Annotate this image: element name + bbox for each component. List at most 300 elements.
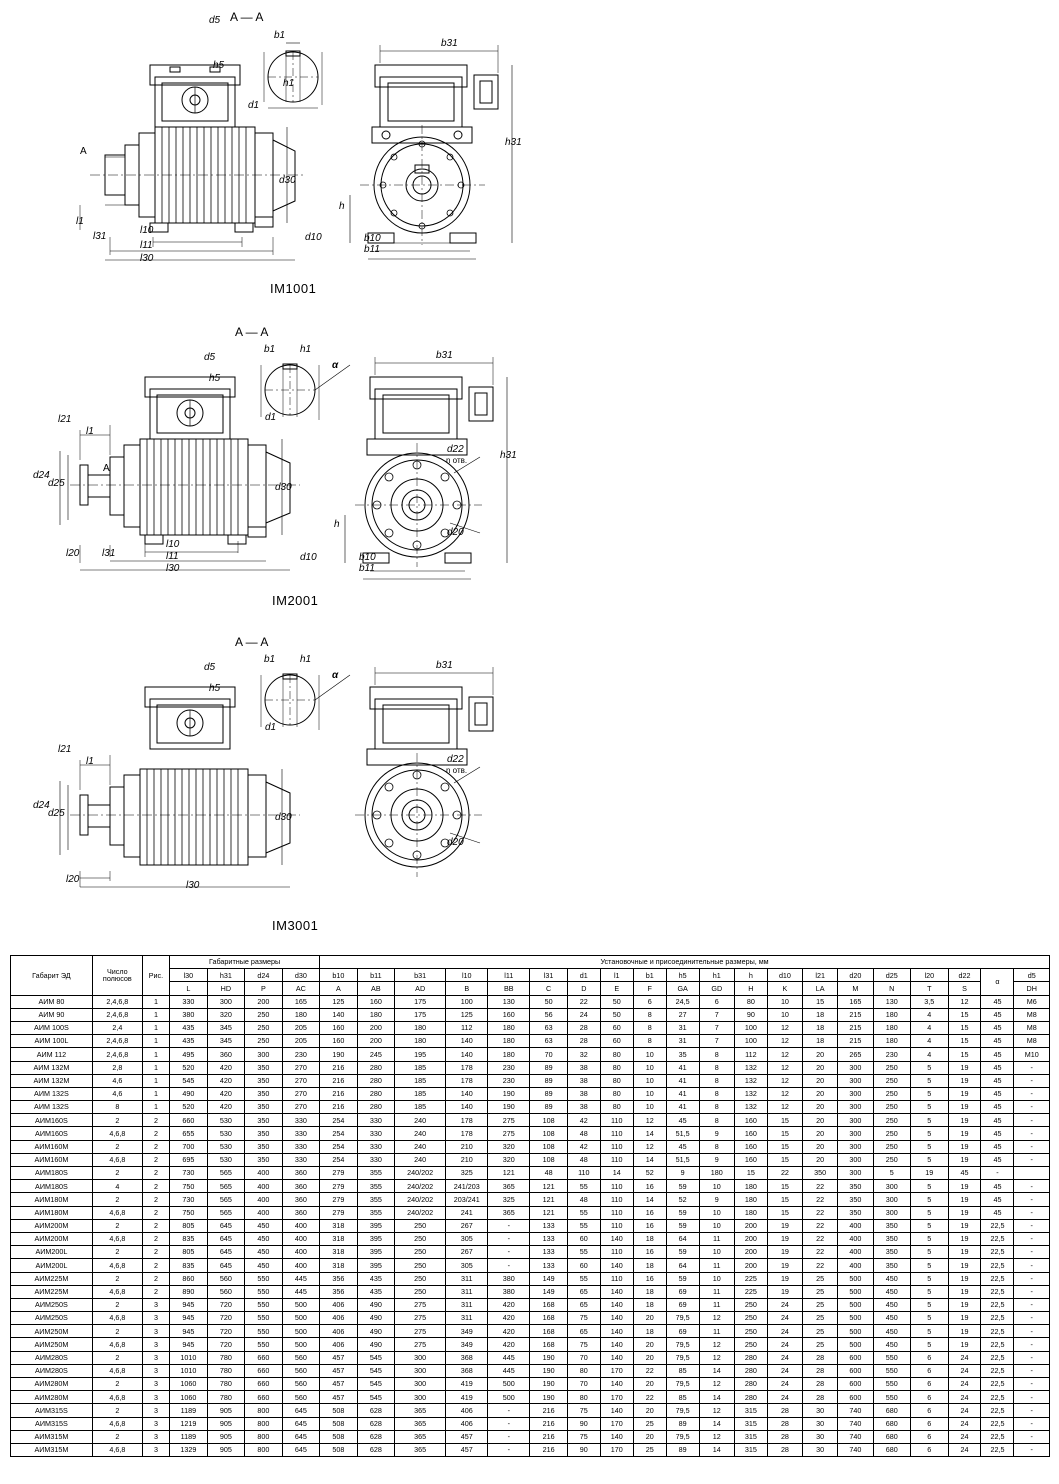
cell-fig: 3 bbox=[142, 1417, 169, 1430]
cell-gabarit: АИМ250M bbox=[11, 1325, 93, 1338]
cell-value-5: 628 bbox=[357, 1404, 395, 1417]
cell-value-23: - bbox=[1014, 1430, 1050, 1443]
cell-value-3: 230 bbox=[282, 1048, 320, 1061]
cell-poles: 2 bbox=[92, 1430, 142, 1443]
cell-value-4: 356 bbox=[320, 1272, 358, 1285]
cell-value-21: 12 bbox=[948, 995, 981, 1008]
cell-value-13: 41 bbox=[666, 1061, 699, 1074]
cell-value-6: 185 bbox=[395, 1101, 446, 1114]
cell-value-2: 350 bbox=[245, 1101, 283, 1114]
cell-value-20: 5 bbox=[911, 1298, 949, 1311]
cell-value-22: 22,5 bbox=[981, 1351, 1014, 1364]
cell-value-13: 59 bbox=[666, 1219, 699, 1232]
cell-value-10: 55 bbox=[567, 1180, 600, 1193]
cell-value-12: 18 bbox=[633, 1285, 666, 1298]
cell-value-5: 355 bbox=[357, 1180, 395, 1193]
cell-value-12: 10 bbox=[633, 1074, 666, 1087]
label-h5: h5 bbox=[209, 373, 221, 384]
cell-value-18: 300 bbox=[838, 1127, 873, 1140]
cell-value-5: 330 bbox=[357, 1153, 395, 1166]
cell-value-16: 22 bbox=[767, 1167, 802, 1180]
cell-value-8: 420 bbox=[488, 1325, 530, 1338]
label-d5: d5 bbox=[209, 15, 221, 26]
cell-fig: 2 bbox=[142, 1127, 169, 1140]
cell-value-17: 25 bbox=[803, 1285, 838, 1298]
cell-value-17: 28 bbox=[803, 1391, 838, 1404]
cell-value-22: 45 bbox=[981, 1101, 1014, 1114]
col-l30: l30 bbox=[170, 969, 208, 982]
table-row bbox=[11, 1404, 1050, 1417]
cell-value-1: 560 bbox=[207, 1272, 245, 1285]
label-l1: l1 bbox=[76, 216, 84, 227]
cell-value-1: 345 bbox=[207, 1021, 245, 1034]
cell-value-15: 280 bbox=[734, 1351, 767, 1364]
cell-value-14: 12 bbox=[699, 1351, 734, 1364]
cell-value-10: 55 bbox=[567, 1272, 600, 1285]
cell-value-15: 112 bbox=[734, 1048, 767, 1061]
cell-value-0: 945 bbox=[170, 1312, 208, 1325]
cell-value-2: 660 bbox=[245, 1351, 283, 1364]
cell-value-17: 25 bbox=[803, 1298, 838, 1311]
cell-value-8: 325 bbox=[488, 1193, 530, 1206]
cell-value-4: 508 bbox=[320, 1430, 358, 1443]
cell-value-8: 380 bbox=[488, 1285, 530, 1298]
cell-value-11: 110 bbox=[600, 1206, 633, 1219]
table-row bbox=[11, 1035, 1050, 1048]
cell-value-15: 200 bbox=[734, 1259, 767, 1272]
cell-value-23: - bbox=[1014, 1101, 1050, 1114]
label-b31: b31 bbox=[436, 660, 453, 671]
cell-value-4: 406 bbox=[320, 1338, 358, 1351]
table-row bbox=[11, 1127, 1050, 1140]
cell-value-12: 22 bbox=[633, 1391, 666, 1404]
cell-gabarit: АИМ225M bbox=[11, 1272, 93, 1285]
cell-value-2: 660 bbox=[245, 1378, 283, 1391]
cell-value-13: 27 bbox=[666, 1008, 699, 1021]
cell-value-1: 720 bbox=[207, 1312, 245, 1325]
col-P: P bbox=[245, 982, 283, 995]
cell-value-9: 108 bbox=[530, 1127, 568, 1140]
cell-value-22: 45 bbox=[981, 1048, 1014, 1061]
cell-value-12: 8 bbox=[633, 1035, 666, 1048]
cell-value-14: 6 bbox=[699, 995, 734, 1008]
cell-value-17: 20 bbox=[803, 1153, 838, 1166]
cell-value-17: 22 bbox=[803, 1193, 838, 1206]
cell-value-22: 22,5 bbox=[981, 1219, 1014, 1232]
cell-value-2: 350 bbox=[245, 1061, 283, 1074]
cell-value-4: 457 bbox=[320, 1378, 358, 1391]
cell-value-17: 20 bbox=[803, 1048, 838, 1061]
cell-value-6: 365 bbox=[395, 1404, 446, 1417]
table-row bbox=[11, 1338, 1050, 1351]
cell-value-21: 19 bbox=[948, 1338, 981, 1351]
cell-poles: 2,8 bbox=[92, 1061, 142, 1074]
cell-value-8: - bbox=[488, 1443, 530, 1456]
cell-value-7: 140 bbox=[446, 1048, 488, 1061]
col-N: N bbox=[873, 982, 911, 995]
cell-value-15: 180 bbox=[734, 1180, 767, 1193]
cell-value-8: 180 bbox=[488, 1048, 530, 1061]
cell-value-10: 70 bbox=[567, 1351, 600, 1364]
cell-value-15: 132 bbox=[734, 1101, 767, 1114]
cell-value-14: 10 bbox=[699, 1180, 734, 1193]
cell-value-1: 360 bbox=[207, 1048, 245, 1061]
cell-fig: 3 bbox=[142, 1312, 169, 1325]
label-d20: d20 bbox=[447, 527, 464, 538]
cell-value-17: 20 bbox=[803, 1074, 838, 1087]
col-d10: d10 bbox=[767, 969, 802, 982]
cell-value-13: 69 bbox=[666, 1285, 699, 1298]
cell-value-20: 5 bbox=[911, 1101, 949, 1114]
cell-poles: 2 bbox=[92, 1219, 142, 1232]
col-h: h bbox=[734, 969, 767, 982]
cell-value-17: 20 bbox=[803, 1140, 838, 1153]
cell-value-3: 270 bbox=[282, 1074, 320, 1087]
cell-value-7: 178 bbox=[446, 1074, 488, 1087]
cell-value-1: 780 bbox=[207, 1391, 245, 1404]
section-label-aa-2: A — A bbox=[235, 325, 269, 339]
cell-value-6: 250 bbox=[395, 1232, 446, 1245]
cell-value-19: 250 bbox=[873, 1114, 911, 1127]
cell-value-19: 250 bbox=[873, 1140, 911, 1153]
cell-value-1: 345 bbox=[207, 1035, 245, 1048]
cell-value-23: - bbox=[1014, 1378, 1050, 1391]
cell-value-5: 545 bbox=[357, 1351, 395, 1364]
cell-value-18: 300 bbox=[838, 1153, 873, 1166]
cell-value-7: 368 bbox=[446, 1351, 488, 1364]
cell-value-23: - bbox=[1014, 1417, 1050, 1430]
cell-fig: 3 bbox=[142, 1298, 169, 1311]
cell-value-12: 10 bbox=[633, 1087, 666, 1100]
cell-value-18: 300 bbox=[838, 1167, 873, 1180]
cell-value-9: 70 bbox=[530, 1048, 568, 1061]
cell-value-10: 65 bbox=[567, 1325, 600, 1338]
cell-value-2: 350 bbox=[245, 1074, 283, 1087]
cell-value-12: 52 bbox=[633, 1167, 666, 1180]
drawing-title-im1001: IM1001 bbox=[270, 281, 317, 296]
cell-value-18: 740 bbox=[838, 1404, 873, 1417]
col-b11: b11 bbox=[357, 969, 395, 982]
cell-value-11: 140 bbox=[600, 1430, 633, 1443]
cell-value-21: 15 bbox=[948, 1035, 981, 1048]
cell-value-12: 10 bbox=[633, 1101, 666, 1114]
cell-value-14: 14 bbox=[699, 1391, 734, 1404]
cell-value-8: - bbox=[488, 1259, 530, 1272]
cell-fig: 2 bbox=[142, 1285, 169, 1298]
label-alpha: α bbox=[332, 670, 339, 681]
cell-value-3: 330 bbox=[282, 1140, 320, 1153]
cell-value-2: 450 bbox=[245, 1219, 283, 1232]
cell-value-17: 30 bbox=[803, 1443, 838, 1456]
cell-value-17: 18 bbox=[803, 1008, 838, 1021]
cell-value-19: 450 bbox=[873, 1298, 911, 1311]
cell-value-3: 560 bbox=[282, 1351, 320, 1364]
cell-gabarit: АИМ200L bbox=[11, 1259, 93, 1272]
cell-value-6: 240 bbox=[395, 1127, 446, 1140]
cell-value-21: 19 bbox=[948, 1127, 981, 1140]
cell-value-22: 22,5 bbox=[981, 1430, 1014, 1443]
cell-value-6: 195 bbox=[395, 1048, 446, 1061]
cell-value-0: 490 bbox=[170, 1087, 208, 1100]
label-l21: l21 bbox=[58, 414, 72, 425]
cell-value-21: 24 bbox=[948, 1364, 981, 1377]
cell-value-13: 79,5 bbox=[666, 1430, 699, 1443]
cell-value-4: 190 bbox=[320, 1048, 358, 1061]
cell-value-13: 52 bbox=[666, 1193, 699, 1206]
cell-gabarit: АИМ 132S bbox=[11, 1101, 93, 1114]
col-d1: d1 bbox=[567, 969, 600, 982]
cell-value-3: 330 bbox=[282, 1153, 320, 1166]
cell-gabarit: АИМ180S bbox=[11, 1180, 93, 1193]
cell-fig: 1 bbox=[142, 1074, 169, 1087]
table-row bbox=[11, 1193, 1050, 1206]
cell-value-7: 178 bbox=[446, 1127, 488, 1140]
cell-value-11: 60 bbox=[600, 1021, 633, 1034]
cell-value-6: 300 bbox=[395, 1378, 446, 1391]
cell-value-9: 89 bbox=[530, 1087, 568, 1100]
cell-value-9: 56 bbox=[530, 1008, 568, 1021]
cell-value-3: 360 bbox=[282, 1193, 320, 1206]
cell-value-17: 25 bbox=[803, 1312, 838, 1325]
cell-value-22: 22,5 bbox=[981, 1364, 1014, 1377]
cell-value-20: 4 bbox=[911, 1021, 949, 1034]
cell-value-19: 180 bbox=[873, 1008, 911, 1021]
cell-value-4: 279 bbox=[320, 1206, 358, 1219]
cell-value-8: 420 bbox=[488, 1338, 530, 1351]
cell-value-16: 28 bbox=[767, 1417, 802, 1430]
cell-value-8: 365 bbox=[488, 1206, 530, 1219]
cell-value-17: 20 bbox=[803, 1114, 838, 1127]
cell-value-8: 420 bbox=[488, 1298, 530, 1311]
cell-gabarit: АИМ280M bbox=[11, 1378, 93, 1391]
cell-fig: 1 bbox=[142, 1087, 169, 1100]
cell-value-16: 15 bbox=[767, 1140, 802, 1153]
cell-value-17: 22 bbox=[803, 1219, 838, 1232]
cell-value-4: 508 bbox=[320, 1417, 358, 1430]
cell-value-9: 168 bbox=[530, 1312, 568, 1325]
label-l30: l30 bbox=[186, 880, 200, 891]
cell-value-5: 280 bbox=[357, 1074, 395, 1087]
cell-value-9: 63 bbox=[530, 1035, 568, 1048]
cell-value-4: 318 bbox=[320, 1232, 358, 1245]
cell-value-14: 8 bbox=[699, 1074, 734, 1087]
cell-value-9: 121 bbox=[530, 1206, 568, 1219]
cell-value-9: 89 bbox=[530, 1101, 568, 1114]
cell-value-19: 250 bbox=[873, 1101, 911, 1114]
cell-value-12: 16 bbox=[633, 1206, 666, 1219]
cell-value-14: 12 bbox=[699, 1404, 734, 1417]
cell-value-13: 89 bbox=[666, 1417, 699, 1430]
cell-value-11: 140 bbox=[600, 1378, 633, 1391]
table-row bbox=[11, 1219, 1050, 1232]
table-row bbox=[11, 1391, 1050, 1404]
col-d5: d5 bbox=[1014, 969, 1050, 982]
cell-value-1: 420 bbox=[207, 1087, 245, 1100]
cell-value-14: 14 bbox=[699, 1417, 734, 1430]
cell-value-0: 1060 bbox=[170, 1378, 208, 1391]
cell-value-5: 245 bbox=[357, 1048, 395, 1061]
cell-value-4: 216 bbox=[320, 1074, 358, 1087]
cell-value-4: 279 bbox=[320, 1180, 358, 1193]
cell-value-15: 160 bbox=[734, 1140, 767, 1153]
cell-value-20: 5 bbox=[911, 1285, 949, 1298]
cell-value-9: 50 bbox=[530, 995, 568, 1008]
cell-value-6: 365 bbox=[395, 1417, 446, 1430]
cell-value-15: 200 bbox=[734, 1246, 767, 1259]
cell-value-14: 12 bbox=[699, 1338, 734, 1351]
cell-value-6: 300 bbox=[395, 1364, 446, 1377]
cell-value-13: 64 bbox=[666, 1259, 699, 1272]
cell-value-20: 4 bbox=[911, 1048, 949, 1061]
cell-value-11: 110 bbox=[600, 1127, 633, 1140]
cell-value-12: 20 bbox=[633, 1404, 666, 1417]
cell-value-15: 315 bbox=[734, 1417, 767, 1430]
cell-value-23: - bbox=[1014, 1364, 1050, 1377]
cell-value-3: 500 bbox=[282, 1325, 320, 1338]
cell-value-22: 22,5 bbox=[981, 1259, 1014, 1272]
cell-value-10: 48 bbox=[567, 1193, 600, 1206]
cell-value-17: 22 bbox=[803, 1206, 838, 1219]
cell-value-16: 19 bbox=[767, 1219, 802, 1232]
cell-fig: 2 bbox=[142, 1259, 169, 1272]
cell-poles: 4 bbox=[92, 1180, 142, 1193]
cell-value-23: - bbox=[1014, 1443, 1050, 1456]
cell-value-7: 311 bbox=[446, 1272, 488, 1285]
cell-value-7: 210 bbox=[446, 1140, 488, 1153]
cell-poles: 2,4,6,8 bbox=[92, 1008, 142, 1021]
cell-value-9: 149 bbox=[530, 1272, 568, 1285]
cell-value-14: 7 bbox=[699, 1035, 734, 1048]
cell-value-15: 315 bbox=[734, 1443, 767, 1456]
col-l31: l31 bbox=[530, 969, 568, 982]
cell-value-1: 645 bbox=[207, 1246, 245, 1259]
drawing-im1001 bbox=[0, 0, 1059, 300]
cell-value-19: 680 bbox=[873, 1417, 911, 1430]
cell-value-2: 400 bbox=[245, 1180, 283, 1193]
cell-value-2: 800 bbox=[245, 1404, 283, 1417]
cell-value-4: 508 bbox=[320, 1404, 358, 1417]
cell-value-6: 275 bbox=[395, 1338, 446, 1351]
cell-value-12: 16 bbox=[633, 1272, 666, 1285]
cell-value-21: 19 bbox=[948, 1259, 981, 1272]
cell-value-9: 190 bbox=[530, 1351, 568, 1364]
cell-poles: 4,6,8 bbox=[92, 1232, 142, 1245]
cell-value-18: 740 bbox=[838, 1443, 873, 1456]
cell-value-0: 495 bbox=[170, 1048, 208, 1061]
cell-value-11: 140 bbox=[600, 1351, 633, 1364]
cell-value-19: 450 bbox=[873, 1272, 911, 1285]
cell-value-15: 250 bbox=[734, 1298, 767, 1311]
col-d22: d22 bbox=[948, 969, 981, 982]
cell-value-15: 160 bbox=[734, 1127, 767, 1140]
cell-value-17: 28 bbox=[803, 1351, 838, 1364]
cell-value-22: 45 bbox=[981, 1153, 1014, 1166]
cell-fig: 3 bbox=[142, 1338, 169, 1351]
cell-value-10: 90 bbox=[567, 1443, 600, 1456]
table-row bbox=[11, 1140, 1050, 1153]
cell-poles: 4,6,8 bbox=[92, 1391, 142, 1404]
cell-value-18: 400 bbox=[838, 1219, 873, 1232]
cell-value-1: 560 bbox=[207, 1285, 245, 1298]
cell-value-7: 241/203 bbox=[446, 1180, 488, 1193]
cell-value-5: 490 bbox=[357, 1338, 395, 1351]
table-row bbox=[11, 1378, 1050, 1391]
cell-value-20: 5 bbox=[911, 1325, 949, 1338]
cell-value-9: 168 bbox=[530, 1298, 568, 1311]
cell-value-3: 165 bbox=[282, 995, 320, 1008]
cell-value-22: 22,5 bbox=[981, 1285, 1014, 1298]
col-l21: l21 bbox=[803, 969, 838, 982]
cell-gabarit: АИМ315S bbox=[11, 1404, 93, 1417]
table-header-group-row bbox=[11, 956, 1050, 969]
cell-value-11: 50 bbox=[600, 995, 633, 1008]
cell-value-15: 132 bbox=[734, 1074, 767, 1087]
cell-value-20: 6 bbox=[911, 1443, 949, 1456]
col-AC: AC bbox=[282, 982, 320, 995]
cell-value-3: 560 bbox=[282, 1364, 320, 1377]
cell-value-14: 11 bbox=[699, 1285, 734, 1298]
table-row bbox=[11, 1285, 1050, 1298]
cell-value-6: 275 bbox=[395, 1325, 446, 1338]
header-mounting-dims: Установочные и присоединительные размеры, мм bbox=[320, 956, 1050, 969]
cell-value-12: 12 bbox=[633, 1140, 666, 1153]
cell-value-9: 190 bbox=[530, 1391, 568, 1404]
cell-value-13: 51,5 bbox=[666, 1127, 699, 1140]
cell-value-11: 140 bbox=[600, 1285, 633, 1298]
cell-value-21: 19 bbox=[948, 1206, 981, 1219]
cell-poles: 2 bbox=[92, 1378, 142, 1391]
cell-value-1: 565 bbox=[207, 1193, 245, 1206]
cell-gabarit: АИМ200L bbox=[11, 1246, 93, 1259]
label-l10: l10 bbox=[140, 225, 154, 236]
cell-value-0: 835 bbox=[170, 1259, 208, 1272]
cell-value-11: 80 bbox=[600, 1087, 633, 1100]
cell-value-13: 51,5 bbox=[666, 1153, 699, 1166]
cell-value-22: 45 bbox=[981, 995, 1014, 1008]
cell-value-13: 31 bbox=[666, 1021, 699, 1034]
cell-value-15: 250 bbox=[734, 1338, 767, 1351]
cell-value-7: 311 bbox=[446, 1298, 488, 1311]
cell-value-0: 695 bbox=[170, 1153, 208, 1166]
cell-value-0: 945 bbox=[170, 1338, 208, 1351]
drawing-title-im2001: IM2001 bbox=[272, 593, 319, 608]
cell-value-13: 45 bbox=[666, 1140, 699, 1153]
cell-value-16: 15 bbox=[767, 1127, 802, 1140]
cell-fig: 2 bbox=[142, 1153, 169, 1166]
cell-value-19: 5 bbox=[873, 1167, 911, 1180]
cell-value-16: 12 bbox=[767, 1061, 802, 1074]
cell-value-19: 450 bbox=[873, 1325, 911, 1338]
cell-value-12: 25 bbox=[633, 1417, 666, 1430]
label-d1: d1 bbox=[265, 412, 277, 423]
cell-value-7: 140 bbox=[446, 1035, 488, 1048]
cell-value-14: 12 bbox=[699, 1430, 734, 1443]
cell-value-16: 12 bbox=[767, 1035, 802, 1048]
cell-value-19: 250 bbox=[873, 1127, 911, 1140]
cell-value-10: 65 bbox=[567, 1298, 600, 1311]
cell-value-4: 160 bbox=[320, 1035, 358, 1048]
cell-poles: 4,6,8 bbox=[92, 1259, 142, 1272]
cell-gabarit: АИМ250S bbox=[11, 1312, 93, 1325]
cell-value-15: 90 bbox=[734, 1008, 767, 1021]
col-C: C bbox=[530, 982, 568, 995]
cell-fig: 2 bbox=[142, 1180, 169, 1193]
col-b10: b10 bbox=[320, 969, 358, 982]
cell-value-6: 240 bbox=[395, 1153, 446, 1166]
cell-value-3: 360 bbox=[282, 1206, 320, 1219]
cell-value-12: 8 bbox=[633, 1021, 666, 1034]
cell-value-2: 350 bbox=[245, 1127, 283, 1140]
